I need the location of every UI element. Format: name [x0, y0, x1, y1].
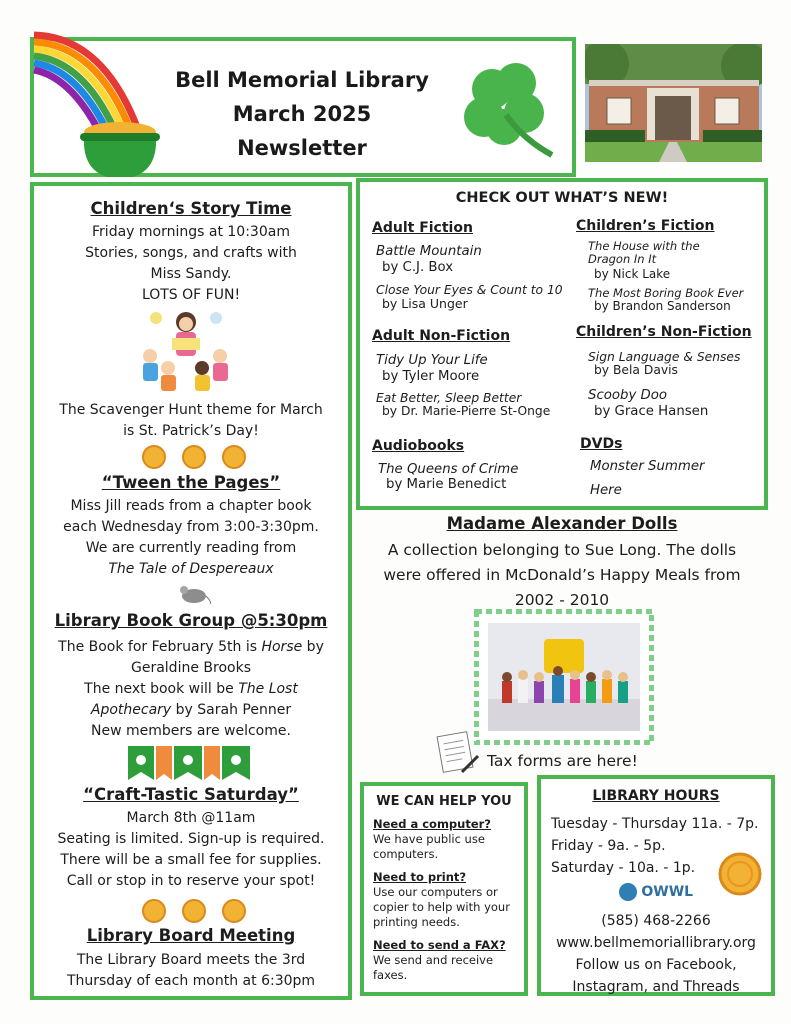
book-group-line: Apothecary by Sarah Penner	[90, 702, 292, 718]
help-answer: computers.	[373, 847, 439, 861]
hours-heading: LIBRARY HOURS	[592, 788, 720, 804]
shamrock-icon	[454, 55, 558, 159]
story-time-line: Stories, songs, and crafts with	[85, 245, 297, 261]
board-line: Thursday of each month at 6:30pm	[66, 973, 316, 989]
tween-line: We are currently reading from	[85, 540, 297, 556]
craft-line: There will be a small fee for supplies.	[60, 852, 322, 868]
dolls-photo	[474, 609, 654, 745]
childrens-fiction-label: Children’s Fiction	[576, 218, 715, 234]
hours-line: Friday - 9a. - 5p.	[551, 838, 666, 854]
help-answer: faxes.	[373, 968, 408, 982]
book-group-line: New members are welcome.	[91, 723, 291, 739]
story-time-line: LOTS OF FUN!	[141, 287, 241, 303]
book-author: by Grace Hansen	[594, 404, 709, 419]
craft-line: Call or stop in to reserve your spot!	[66, 873, 316, 889]
book-title: The Queens of Crime	[378, 462, 519, 477]
board-line: The Library Board meets the 3rd	[76, 952, 306, 968]
owwl-logo: OWWL	[541, 881, 771, 903]
book-title: The Most Boring Book Ever	[588, 286, 744, 300]
tax-forms-text: Tax forms are here!	[487, 752, 638, 770]
book-title: Eat Better, Sleep Better	[376, 391, 522, 405]
library-building-photo	[585, 44, 762, 162]
events-column	[30, 182, 352, 1000]
owl-icon	[619, 883, 637, 901]
scavenger-hunt-line: The Scavenger Hunt theme for March	[59, 402, 323, 418]
rainbow-pot-of-gold-icon	[32, 27, 172, 177]
dolls-line: A collection belonging to Sue Long. The dolls	[387, 541, 737, 559]
book-author: by Marie Benedict	[386, 477, 507, 492]
book-title: The House with the	[588, 239, 700, 253]
board-heading: Library Board Meeting	[86, 926, 296, 945]
hours-box	[537, 775, 775, 996]
book-title: Sign Language & Senses	[588, 350, 741, 364]
story-time-line: Friday mornings at 10:30am	[92, 224, 290, 240]
story-time-line: Miss Sandy.	[150, 266, 232, 282]
dolls-line: were offered in McDonald’s Happy Meals from	[383, 566, 741, 584]
gold-coins-icon	[138, 444, 250, 470]
newsletter-header	[30, 37, 576, 177]
hours-line: Saturday - 10a. - 1p.	[551, 860, 696, 876]
book-author: by C.J. Box	[382, 260, 454, 275]
audiobooks-label: Audiobooks	[372, 438, 465, 454]
craft-line: Seating is limited. Sign-up is required.	[57, 831, 325, 847]
whats-new-heading: CHECK OUT WHAT’S NEW!	[455, 190, 669, 206]
book-title: Scooby Doo	[588, 388, 668, 403]
tax-form-icon	[436, 730, 480, 774]
book-title: Dragon In It	[588, 252, 657, 266]
book-title: Battle Mountain	[376, 244, 482, 259]
book-title: Close Your Eyes & Count to 10	[376, 283, 563, 297]
follow-line: Follow us on Facebook,	[575, 957, 737, 973]
mouse-icon	[174, 582, 212, 604]
craft-heading: “Craft-Tastic Saturday”	[83, 785, 299, 804]
whats-new-box	[356, 178, 768, 510]
book-group-line: Geraldine Brooks	[131, 660, 251, 676]
gold-coins-icon	[138, 898, 250, 924]
help-question: Need a computer?	[373, 817, 491, 831]
phone-number: (585) 468-2266	[601, 913, 711, 929]
craft-line: March 8th @11am	[126, 810, 256, 826]
dvd-title: Here	[590, 483, 622, 498]
help-answer: We send and receive	[373, 953, 494, 967]
tween-heading: “Tween the Pages”	[101, 473, 281, 492]
dolls-heading: Madame Alexander Dolls	[446, 514, 678, 533]
book-group-line: The Book for February 5th is Horse by	[58, 639, 324, 655]
help-question: Need to send a FAX?	[373, 938, 506, 952]
childrens-nonfiction-label: Children’s Non-Fiction	[576, 324, 752, 340]
book-group-heading: Library Book Group @5:30pm	[54, 611, 328, 630]
book-author: by Dr. Marie-Pierre St-Onge	[382, 404, 551, 418]
book-author: by Bela Davis	[594, 363, 678, 377]
follow-line: Instagram, and Threads	[572, 979, 740, 995]
book-author: by Lisa Unger	[382, 296, 468, 311]
help-answer: copier to help with your	[373, 900, 510, 914]
help-answer: Use our computers or	[373, 885, 498, 899]
book-author: by Nick Lake	[594, 267, 671, 281]
newsletter-title: Bell Memorial Library March 2025 Newsletter	[175, 68, 429, 160]
children-reading-illustration	[136, 308, 234, 392]
tween-book-title: The Tale of Despereaux	[108, 561, 274, 577]
help-answer: We have public use	[373, 832, 485, 846]
help-heading: WE CAN HELP YOU	[376, 794, 512, 809]
help-answer: printing needs.	[373, 915, 460, 929]
book-author: by Brandon Sanderson	[594, 299, 731, 313]
hours-line: Tuesday - Thursday 11a. - 7p.	[551, 816, 759, 832]
scavenger-hunt-line: is St. Patrick’s Day!	[123, 423, 259, 439]
tween-line: Miss Jill reads from a chapter book	[70, 498, 312, 514]
dvds-label: DVDs	[580, 436, 623, 452]
website-link[interactable]: www.bellmemoriallibrary.org	[556, 935, 756, 951]
book-title: Tidy Up Your Life	[376, 353, 488, 368]
shamrock-banner-icon	[126, 746, 266, 782]
help-question: Need to print?	[373, 870, 467, 884]
adult-fiction-label: Adult Fiction	[372, 220, 473, 236]
tween-line: each Wednesday from 3:00-3:30pm.	[63, 519, 319, 535]
book-author: by Tyler Moore	[382, 369, 480, 384]
dvd-title: Monster Summer	[590, 459, 705, 474]
help-box	[360, 782, 528, 996]
story-time-heading: Children‘s Story Time	[90, 199, 292, 218]
dolls-line: 2002 - 2010	[514, 591, 610, 609]
book-group-line: The next book will be The Lost	[84, 681, 298, 697]
adult-nonfiction-label: Adult Non-Fiction	[372, 328, 511, 344]
